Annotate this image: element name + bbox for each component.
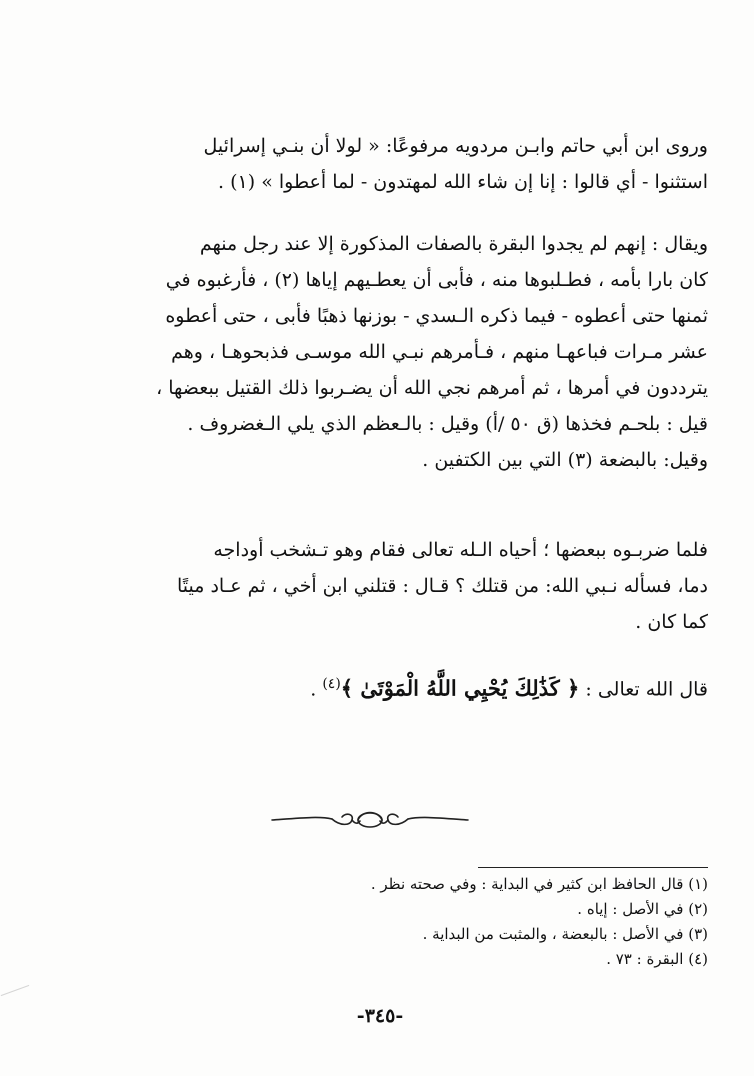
scan-artifact <box>1 985 30 996</box>
verse-intro: قال الله تعالى : <box>579 678 708 701</box>
text-line: كان بارا بأمه ، فطـلبوها منه ، فأبى أن يعطـيهم إياها (٢) ، فأرغبوه في <box>165 269 708 291</box>
footnote-4: (٤) البقرة : ٧٣ . <box>606 950 708 968</box>
text-line: ثمنها حتى أعطوه - فيما ذكره الـسدي - بوزنها ذهبًا فأبى ، حتى أعطوه <box>165 305 708 327</box>
ornament-icon <box>270 804 470 834</box>
quran-verse: ﴿ كَذَٰلِكَ يُحْيِي اللَّهُ الْمَوْتَىٰ ﴾ <box>340 675 580 701</box>
footnote-1: (١) قال الحافظ ابن كثير في البداية : وفي صحته نظر . <box>370 875 708 893</box>
text-line: دما، فسأله نـبي الله: من قتلك ؟ قـال : قتلني ابن أخي ، ثم عـاد ميتًا <box>176 575 708 597</box>
text-line: كما كان . <box>635 611 708 633</box>
verse-line <box>92 666 708 707</box>
paragraph-1 <box>92 128 708 200</box>
text-line: فلما ضربـوه ببعضها ؛ أحياه الـله تعالى فقام وهو تـشخب أوداجه <box>213 539 708 561</box>
verse-paragraph <box>92 666 708 707</box>
footnote-divider <box>478 867 708 868</box>
footnote-3: (٣) في الأصل : بالبعضة ، والمثبت من البداية . <box>422 925 708 943</box>
paragraph-2 <box>92 226 708 478</box>
text-line: قيل : بلحـم فخذها (ق ٥٠ /أ) وقيل : بالـعظم الذي يلي الـغضروف . <box>187 413 708 435</box>
text-line: يترددون في أمرها ، ثم أمرهم نجي الله أن يضـربوا ذلك القتيل ببعضها ، <box>156 377 708 399</box>
footnote-ref-4: (٤) <box>322 676 341 692</box>
text-line: عشر مـرات فباعهـا منهم ، فـأمرهم نبـي الله موسـى فذبحوهـا ، وهم <box>171 341 708 363</box>
page-number: -٣٤٥- <box>356 1005 404 1027</box>
text-line: استثنوا - أي قالوا : إنا إن شاء الله لمهتدون - لما أعطوا » (١) . <box>218 171 708 193</box>
footnotes <box>300 872 708 972</box>
text-line: وروى ابن أبي حاتم وابـن مردويه مرفوعًا: « لولا أن بنـي إسرائيل <box>203 135 708 157</box>
text-line: وقيل: بالبضعة (٣) التي بين الكتفين . <box>422 449 708 471</box>
verse-end: . <box>310 678 323 701</box>
paragraph-3 <box>92 532 708 640</box>
text-line: ويقال : إنهم لم يجدوا البقرة بالصفات المذكورة إلا عند رجل منهم <box>199 233 708 255</box>
footnote-2: (٢) في الأصل : إياه . <box>577 900 708 918</box>
